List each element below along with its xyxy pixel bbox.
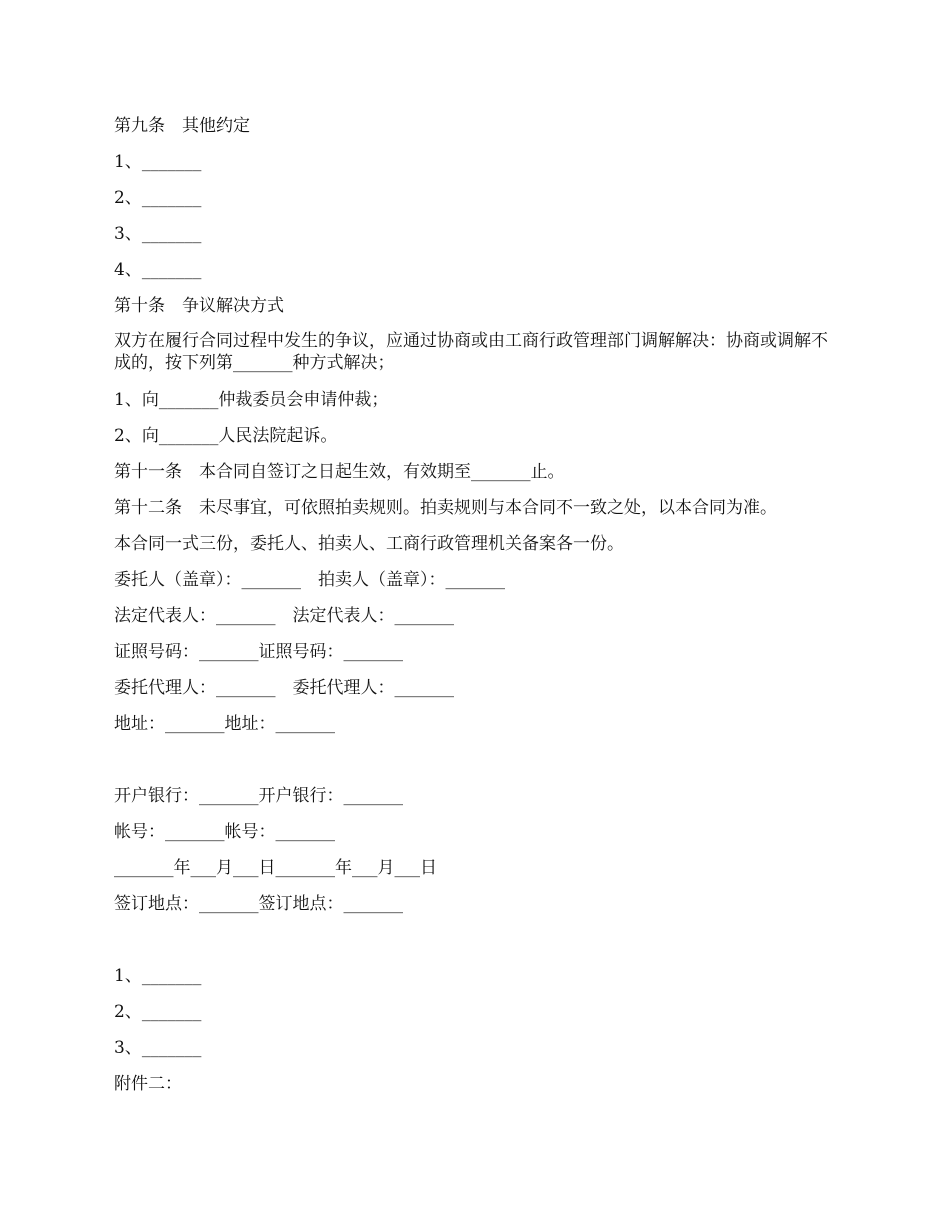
article-9-item-1: 1、_______	[114, 152, 202, 172]
article-10-option-1: 1、向_______仲裁委员会申请仲裁；	[114, 390, 389, 410]
spacer	[114, 742, 844, 778]
article-9-item-2: 2、_______	[114, 188, 202, 208]
article-10-paragraph: 双方在履行合同过程中发生的争议，应通过协商或由工商行政管理部门调解解决：协商或调解不成的，按下列第_______种方式解决；	[114, 331, 828, 373]
signature-date-line: _______年___月___日_______年___月___日	[114, 858, 437, 878]
attachment-item-2: 2、_______	[114, 1002, 202, 1022]
article-10-heading: 第十条 争议解决方式	[114, 296, 284, 316]
attachment-item-3: 3、_______	[114, 1038, 202, 1058]
signature-legal-rep-line: 法定代表人：_______ 法定代表人：_______	[114, 606, 454, 626]
article-9-item-3: 3、_______	[114, 224, 202, 244]
article-9-heading: 第九条 其他约定	[114, 116, 250, 136]
signature-license-line: 证照号码：_______证照号码：_______	[114, 642, 403, 662]
signature-agent-line: 委托代理人：_______ 委托代理人：_______	[114, 678, 454, 698]
article-12: 第十二条 未尽事宜，可依照拍卖规则。拍卖规则与本合同不一致之处，以本合同为准。	[114, 498, 777, 518]
signature-account-line: 帐号：_______帐号：_______	[114, 822, 335, 842]
attachment-item-1: 1、_______	[114, 966, 202, 986]
article-11: 第十一条 本合同自签订之日起生效，有效期至_______止。	[114, 462, 565, 482]
spacer	[114, 922, 844, 958]
copies-clause: 本合同一式三份，委托人、拍卖人、工商行政管理机关备案各一份。	[114, 534, 624, 554]
signature-place-line: 签订地点：_______签订地点：_______	[114, 894, 403, 914]
signature-bank-line: 开户银行：_______开户银行：_______	[114, 786, 403, 806]
article-10-option-2: 2、向_______人民法院起诉。	[114, 426, 338, 446]
article-9-item-4: 4、_______	[114, 260, 202, 280]
signature-seal-line: 委托人（盖章）：_______ 拍卖人（盖章）：_______	[114, 570, 505, 590]
attachment-2-heading: 附件二：	[114, 1074, 182, 1094]
signature-address-line: 地址：_______地址：_______	[114, 714, 335, 734]
contract-page	[114, 108, 844, 1102]
